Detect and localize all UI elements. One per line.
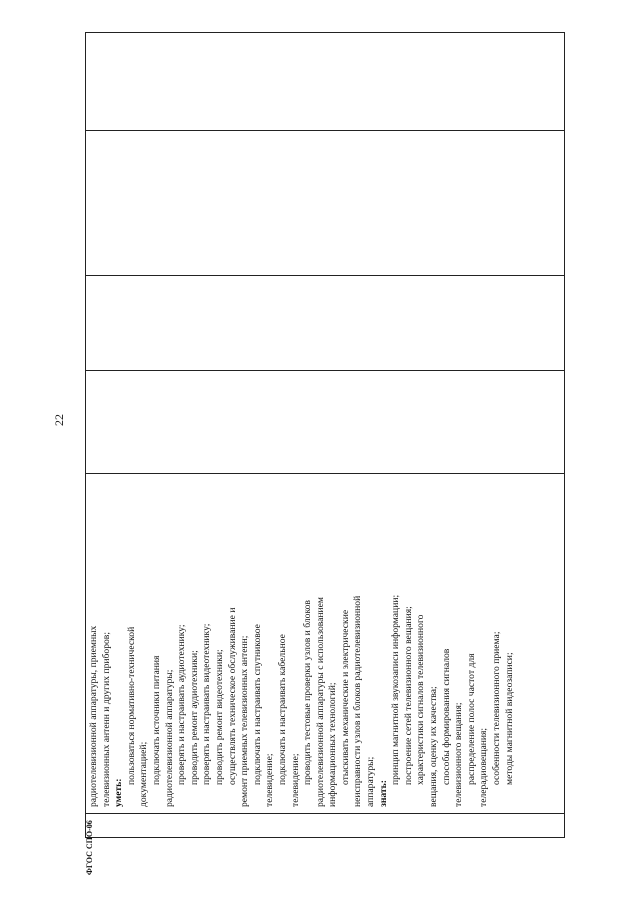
content-line: аппаратуры; — [365, 756, 377, 807]
content-line: распределение полос частот для — [465, 653, 477, 785]
content-line: осуществлять техническое обслуживание и — [226, 607, 238, 785]
table-column-competencies — [86, 31, 564, 130]
content-line: подключать и настраивать кабельное — [276, 634, 288, 785]
content-line: пользоваться нормативно-технической — [125, 626, 137, 785]
content-line: отыскивать механические и электрические — [339, 609, 351, 785]
content-line: радиотелевизионной аппаратуры, приемных — [88, 625, 99, 807]
table-column-hours-max — [86, 370, 564, 473]
content-line: информационных технологий; — [327, 682, 339, 807]
content-line: проверять и настраивать видеотехнику; — [201, 623, 213, 785]
page-number-text: 22 — [52, 414, 66, 426]
content-line: неисправности узлов и блоков радиотелевизионной — [352, 595, 364, 807]
content-line: ремонт приемных телевизионных антенн; — [239, 635, 251, 807]
content-line: телерадиовещания; — [478, 727, 490, 807]
content-line: знать: — [377, 780, 389, 807]
content-line: построение сетей телевизионного вещания; — [402, 606, 414, 785]
table-column-content — [86, 473, 564, 813]
content-line: телевидение; — [289, 753, 301, 807]
content-line: способы формирования сигналов — [440, 648, 452, 785]
content-line: вещания, оценку их качества; — [428, 686, 440, 807]
content-line: подключать и настраивать спутниковое — [251, 624, 263, 785]
content-line: проводить ремонт видеотехники; — [213, 649, 225, 785]
table-column-disciplines — [86, 130, 564, 275]
content-line: проводить ремонт аудиотехники; — [188, 650, 200, 785]
competency-table — [85, 32, 565, 838]
footer-mark: ФГОС СПО-06 — [85, 820, 94, 875]
rotated-table-region — [85, 32, 565, 838]
content-line: подключать источники питания — [150, 655, 162, 785]
content-text-block — [88, 478, 516, 807]
content-line: принцип магнитной звукозаписи информации; — [390, 594, 402, 785]
content-line: проверять и настраивать аудиотехнику; — [176, 624, 188, 785]
content-line: уметь: — [113, 778, 125, 807]
content-line: телевидение; — [264, 753, 276, 807]
content-line: характеристики сигналов телевизионного — [415, 614, 427, 785]
content-line: методы магнитной видеозаписи; — [503, 652, 515, 785]
content-line: проводить тестовые проверки узлов и блоков — [302, 600, 314, 785]
content-line: радиотелевизионной аппаратуры с использованием — [314, 597, 326, 807]
table-column-index — [86, 813, 564, 837]
content-line: телевизионных антенн и других приборов; — [100, 632, 112, 807]
page-number — [52, 414, 67, 426]
content-line: радиотелевизионной аппаратуры; — [163, 669, 175, 807]
content-line: документацией; — [138, 741, 150, 807]
table-column-hours-required — [86, 275, 564, 370]
content-line: телевизионного вещания; — [453, 702, 465, 807]
content-line: особенности телевизионного приема; — [491, 631, 502, 785]
